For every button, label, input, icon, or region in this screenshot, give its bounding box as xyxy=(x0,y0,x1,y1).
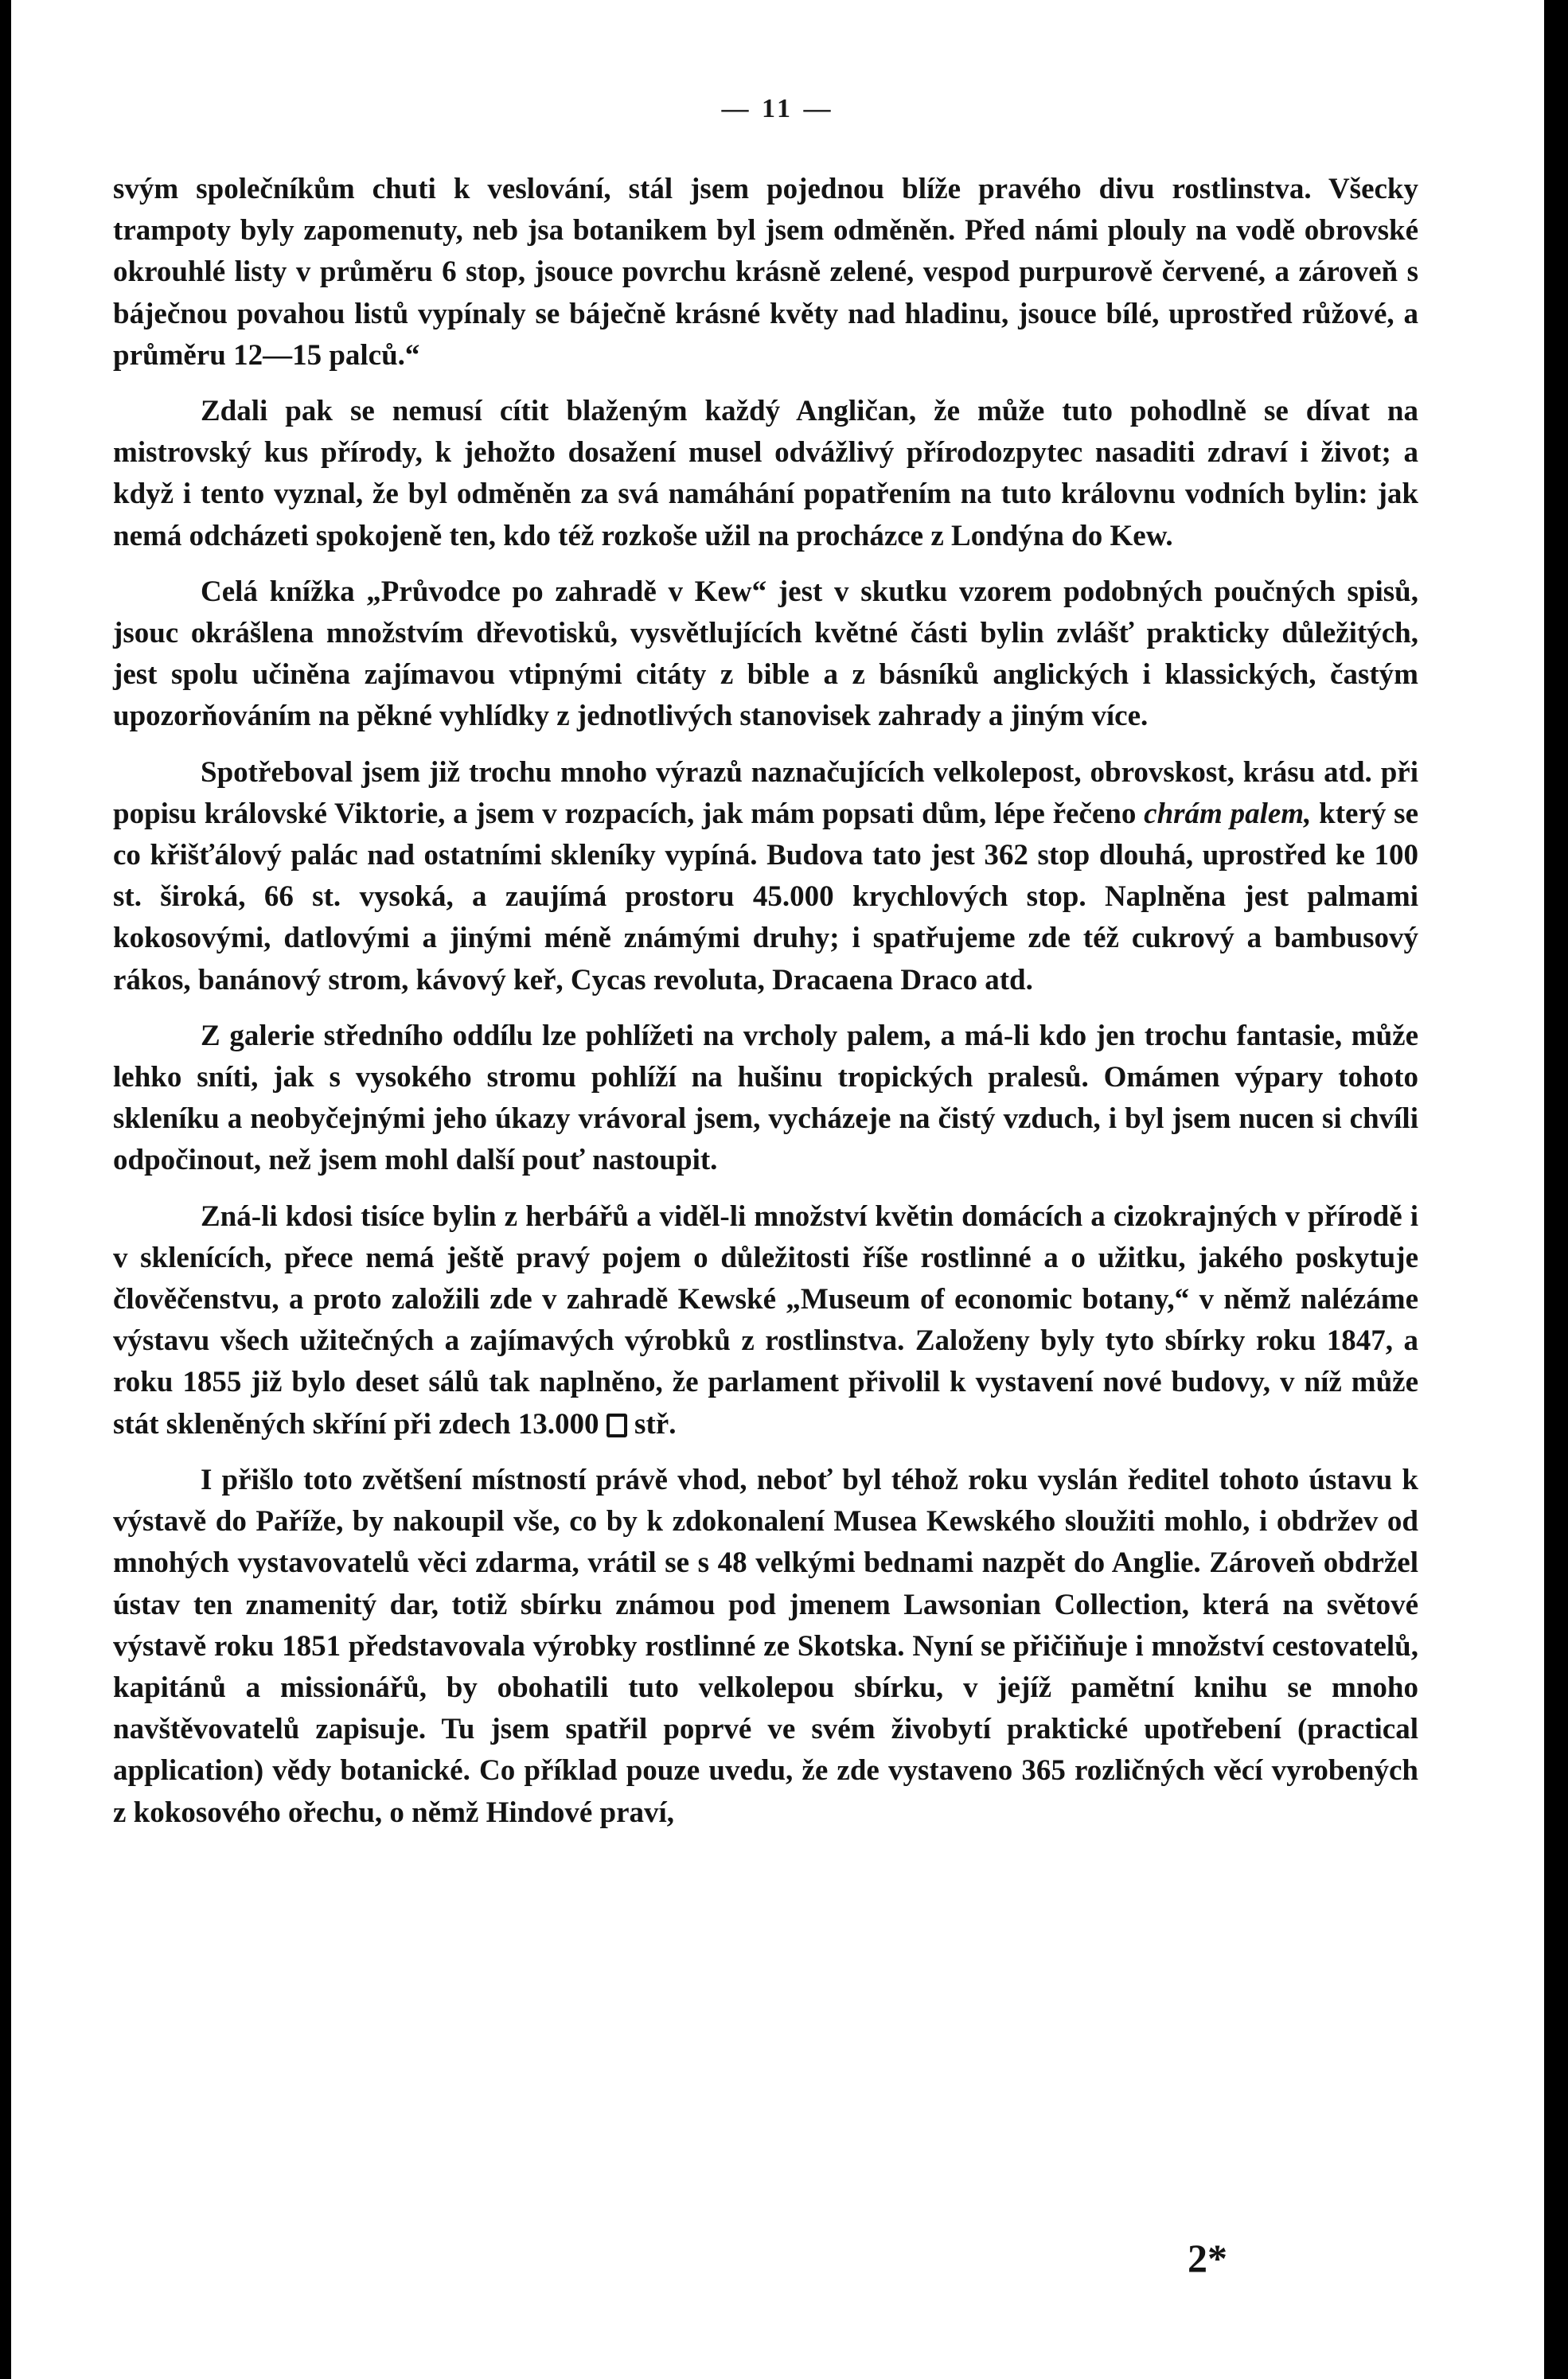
paragraph-museum xyxy=(113,1196,1418,1445)
palm-house-text-end: který se co křišťálový palác nad ostatními skleníky vypíná. Budova tato jest 362 stop dlouhá, uprostřed ke 100 st. široká, 66 st. vysoká, a zaujímá prostoru 45.000 krychlových stop. Naplněna jest palmami kokosovými, datlovými a jinými méně známými druhy; i spatřujeme zde též cukrový a bambusový rákos, banánový strom, kávový keř, Cycas revoluta, Dracaena Draco atd. xyxy=(113,797,1418,996)
museum-unit: stř. xyxy=(634,1407,677,1441)
square-feet-symbol-icon xyxy=(607,1414,627,1437)
museum-text: Zná-li kdosi tisíce bylin z herbářů a viděl-li množství květin domácích a cizokrajných v přírodě i v sklenících, přece nemá ještě pravý pojem o důležitosti říše rostlinné a o užitku, jakého poskytuje člověčenstvu, a proto založili zde v zahradě Kewské „Museum of economic botany,“ v němž nalézáme výstavu všech užitečných a zajímavých výrobků z rostlinstva. Založeny byly tyto sbírky roku 1847, a roku 1855 již bylo deset sálů tak naplněno, že parlament přivolil k vystavení nové budovy, v níž může stát skleněných skříní při zdech 13.000 xyxy=(113,1199,1418,1441)
signature-mark: 2* xyxy=(1188,2236,1227,2280)
paragraph-palm-house xyxy=(113,752,1418,1001)
paragraph-gallery: Z galerie středního oddílu lze pohlížeti na vrcholy palem, a má-li kdo jen trochu fantasie, může lehko sníti, jak s vysokého stromu pohlíží na hušinu tropických pralesů. Omámen výpary tohoto skleníku a neobyčejnými jeho úkazy vrávoral jsem, vycházeje na čistý vzduch, i byl jsem nucen si chvíli odpočinout, než jsem mohl další pouť nastoupit. xyxy=(113,1019,1418,1177)
book-page xyxy=(11,0,1544,2379)
paragraph-continued: svým společníkům chuti k veslování, stál jsem pojednou blíže pravého divu rostlinstva. Všecky trampoty byly zapomenuty, neb jsa botanikem byl jsem odměněn. Před námi plouly na vodě obrovské okrouhlé listy v průměru 6 stop, jsouce povrchu krásně zelené, vespod purpurově červené, a zároveň s báječnou povahou listů vypínaly se báječně krásné květy nad hladinu, jsouce bílé, uprostřed růžové, a průměru 12—15 palců.“ xyxy=(113,173,1418,372)
paragraph-kew-visit: Zdali pak se nemusí cítit blaženým každý Angličan, že může tuto pohodlně se dívat na mistrovský kus přírody, k jehožto dosažení musel odvážlivý přírodozpytec nasaditi zdraví i život; a když i tento vyznal, že byl odměněn za svá namáhání popatřením na tuto královnu vodních bylin: jak nemá odcházeti spokojeně ten, kdo též rozkoše užil na procházce z Londýna do Kew. xyxy=(113,395,1418,552)
page-number: — 11 — xyxy=(721,94,834,123)
scan-border-left xyxy=(0,0,11,2379)
body-text xyxy=(113,169,1418,1848)
palm-house-text-start: Spotřeboval jsem již trochu mnoho výrazů naznačujících velkolepost, obrovskost, krásu atd. při popisu královské Viktorie, a jsem v rozpacích, jak mám popsati dům, lépe řečeno xyxy=(113,755,1418,830)
scan-border-right xyxy=(1544,0,1568,2379)
palm-house-emphasis: chrám palem, xyxy=(1144,797,1312,830)
paragraph-collections: I přišlo toto zvětšení místností právě vhod, neboť byl téhož roku vyslán ředitel tohoto ústavu k výstavě do Paříže, by nakoupil vše, co by k zdokonalení Musea Kewského sloužiti mohlo, i obdržev od mnohých vystavovatelů věci zdarma, vrátil se s 48 velkými bednami nazpět do Anglie. Zároveň obdržel ústav ten znamenitý dar, totiž sbírku známou pod jmenem Lawsonian Collection, která na světové výstavě roku 1851 představovala výrobky rostlinné ze Skotska. Nyní se přičiňuje i množství cestovatelů, kapitánů a missionářů, by obohatili tuto velkolepou sbírku, v jejíž pamětní knihu se mnoho navštěvovatelů zapisuje. Tu jsem spatřil poprvé ve svém živobytí praktické upotřebení (practical application) vědy botanické. Co příklad pouze uvedu, že zde vystaveno 365 rozličných věcí vyrobených z kokosového ořechu, o němž Hindové praví, xyxy=(113,1463,1418,1829)
paragraph-guidebook: Celá knížka „Průvodce po zahradě v Kew“ jest v skutku vzorem podobných poučných spisů, jsouc okrášlena množstvím dřevotisků, vysvětlujících květné části bylin zvlášť prakticky důležitých, jest spolu učiněna zajímavou vtipnými citáty z bible a z básníků anglických i klassických, častým upozorňováním na pěkné vyhlídky z jednotlivých stanovisek zahrady a jiným více. xyxy=(113,575,1418,733)
